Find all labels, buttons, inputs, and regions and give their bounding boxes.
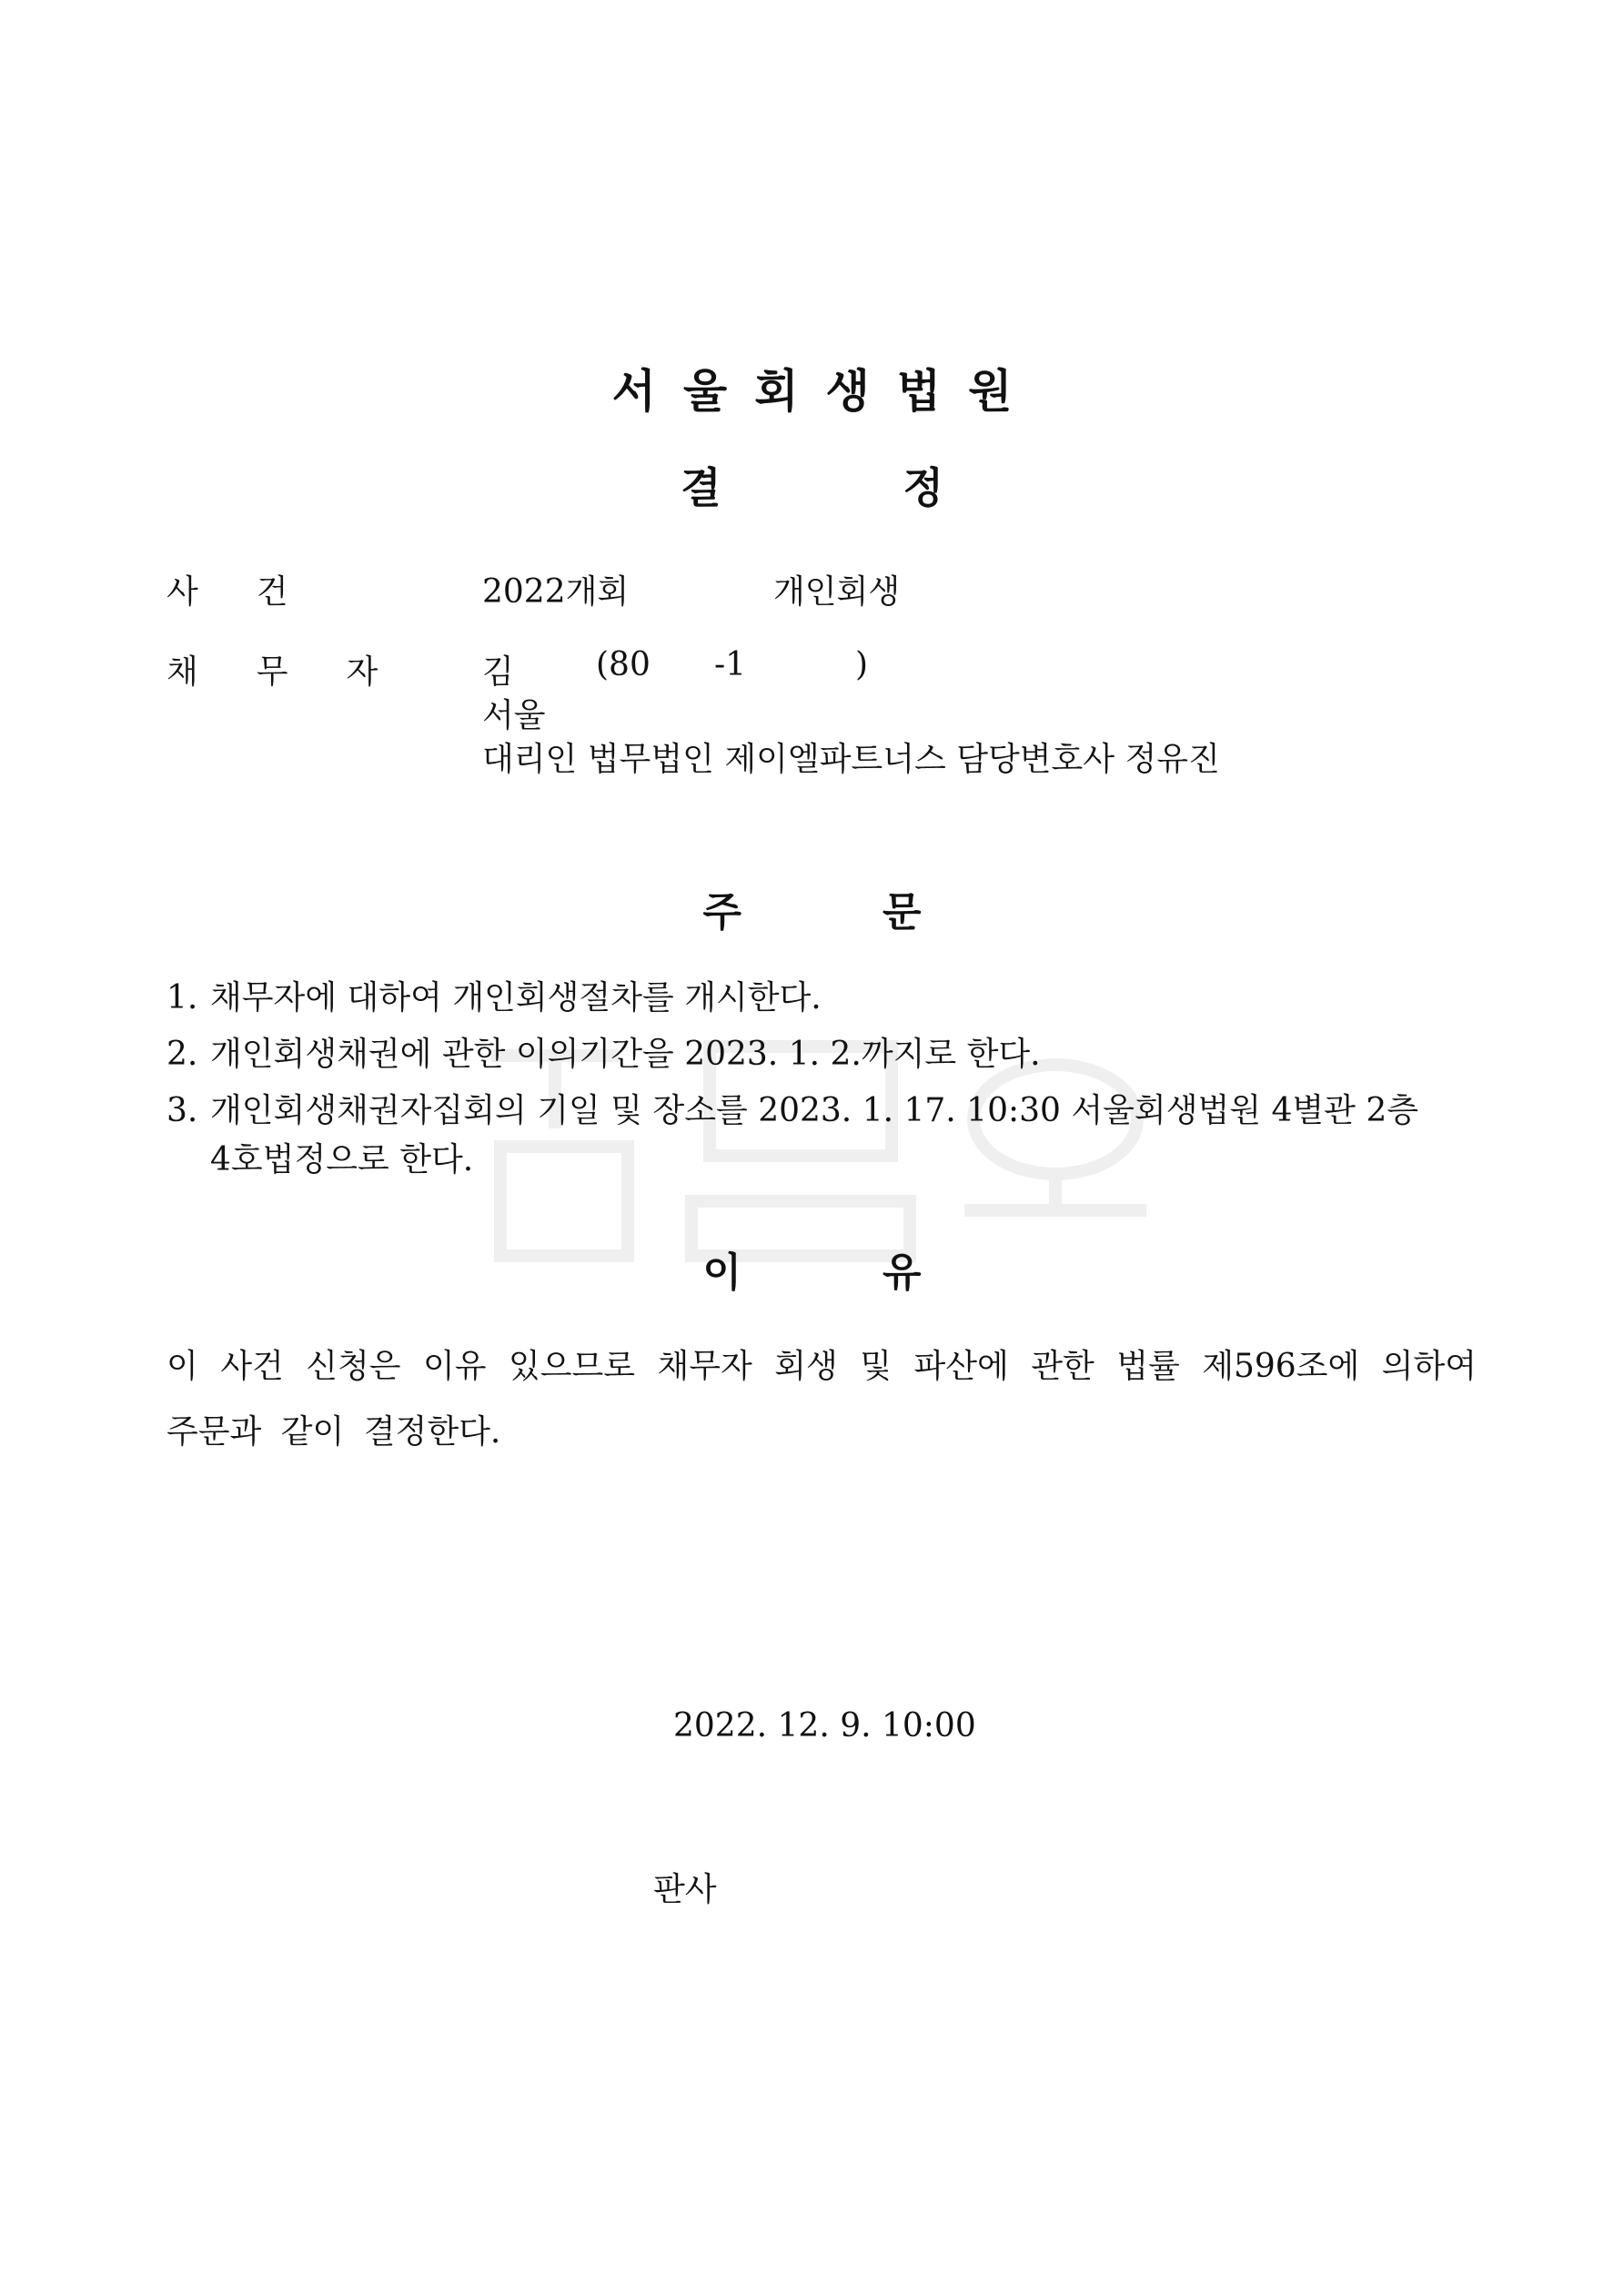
debtor-id-open: (80 — [596, 646, 651, 683]
list-item — [166, 1088, 1418, 1134]
debtor-id-close: ) — [855, 646, 869, 683]
order-item-continuation: 4호법정으로 한다. — [210, 1141, 474, 1178]
document-title: 결정 — [681, 463, 1125, 512]
debtor-address: 서울 — [482, 697, 546, 734]
debtor-id-mid: -1 — [714, 646, 747, 683]
debtor-agent: 대리인 법무법인 제이엘파트너스 담당변호사 정유진 — [482, 741, 1220, 778]
debtor-name: 김 — [482, 653, 514, 691]
list-item — [166, 976, 822, 1021]
court-name: 서울회생법원 — [611, 365, 1040, 418]
reason-heading: 이유 — [702, 1249, 1063, 1296]
order-item-text: 채무자에 대하여 개인회생절차를 개시한다. — [210, 979, 822, 1017]
order-heading: 주문 — [702, 889, 1063, 936]
order-item-number: 1. — [166, 979, 198, 1017]
debtor-label: 채무자 — [166, 653, 437, 691]
order-item-text: 개인회생채권에 관한 이의기간을 2023. 1. 2.까지로 한다. — [210, 1036, 1041, 1073]
order-item-number: 3. — [166, 1092, 198, 1129]
case-label: 사건 — [166, 573, 347, 611]
reason-text: 이 사건 신청은 이유 있으므로 채무자 회생 및 파산에 관한 법률 제596조에 의하여 주문과 같이 결정한다. — [166, 1348, 1477, 1451]
order-item-text: 개인회생채권자집회의 기일 및 장소를 2023. 1. 17. 10:30 서울회생법원 4별관 2층 — [210, 1092, 1419, 1129]
decision-datetime: 2022. 12. 9. 10:00 — [673, 1707, 976, 1745]
case-number: 2022개회 — [482, 573, 630, 611]
list-item — [166, 1032, 1041, 1077]
case-type: 개인회생 — [773, 573, 901, 611]
judge-label: 판사 — [653, 1871, 717, 1908]
order-item-number: 2. — [166, 1036, 198, 1073]
